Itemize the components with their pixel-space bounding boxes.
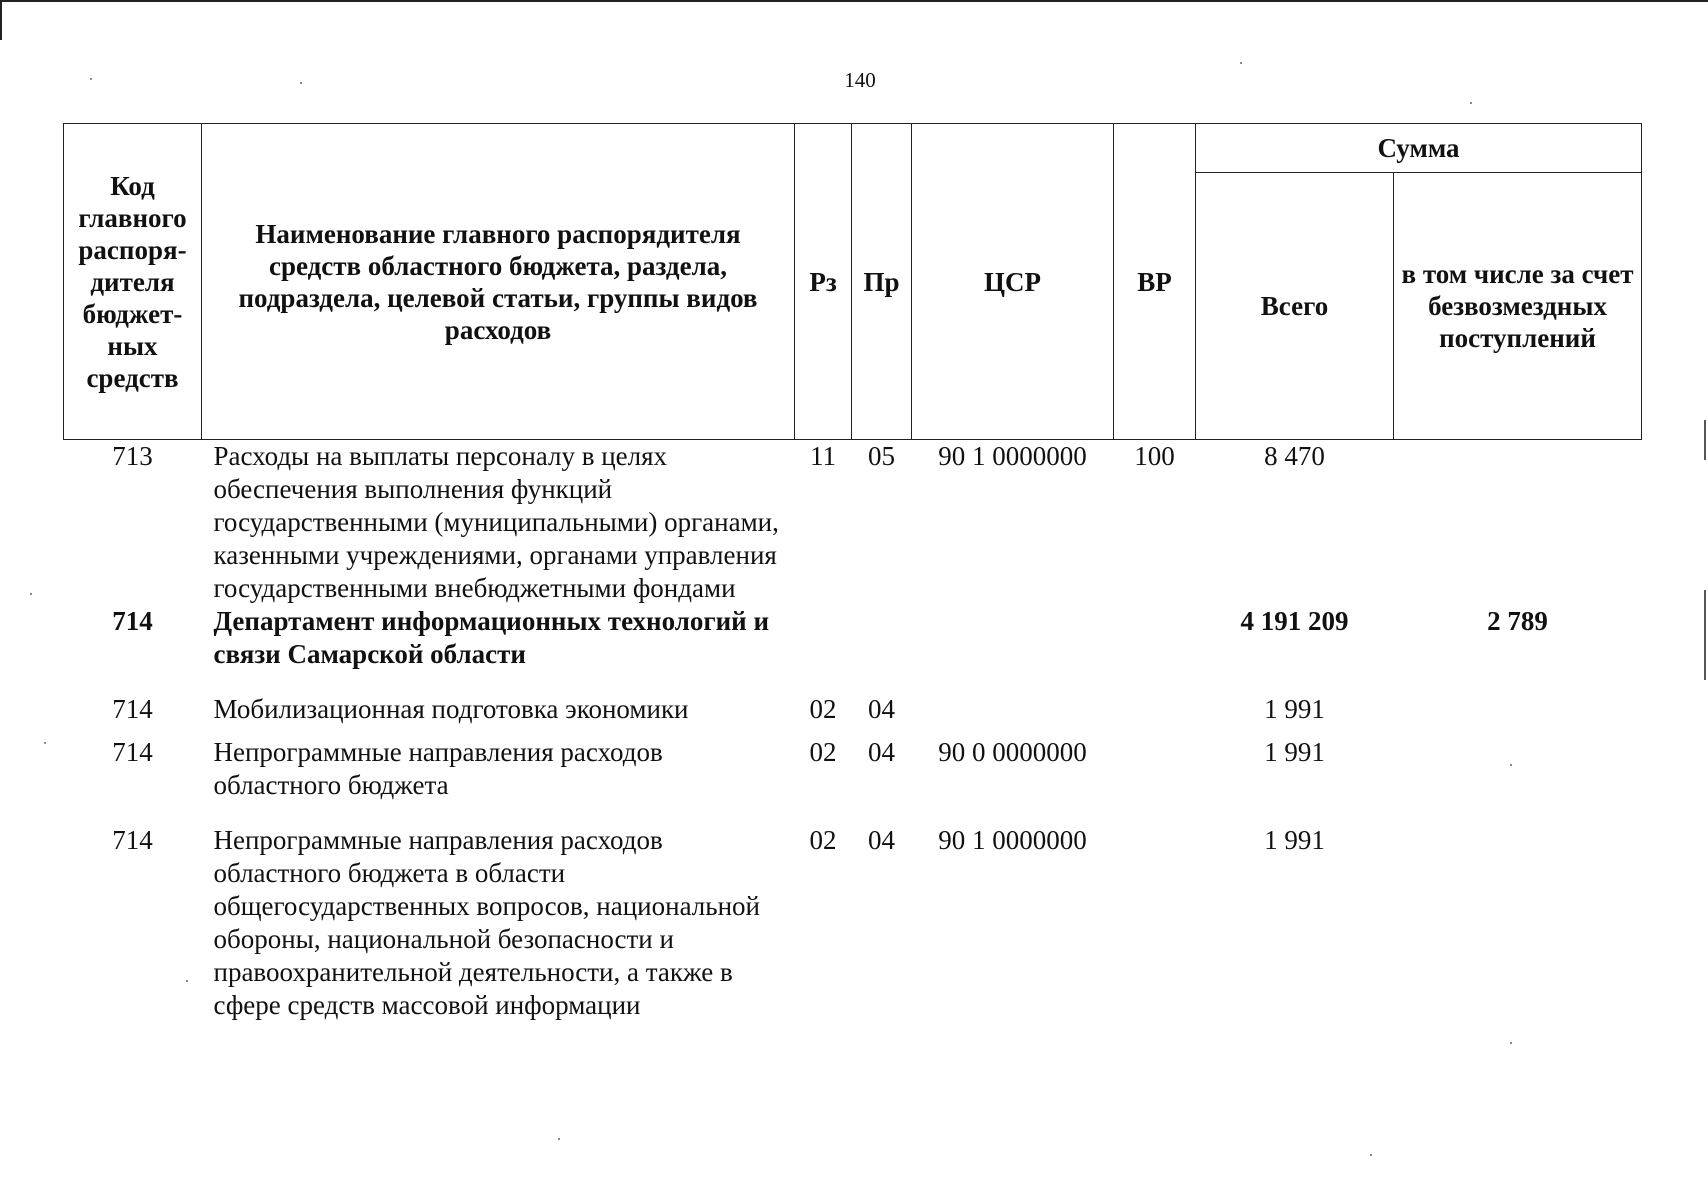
cell-name: Непрограммные направления расходов областного бюджета в области общегосударственных вопросов, национальной обороны, национальной безопасности и правоохранительной деятельности, а также в сфере средств массовой информации <box>213 825 760 1020</box>
cell-vr <box>1114 605 1196 671</box>
cell-pr: 05 <box>868 441 895 471</box>
cell-name: Департамент информационных технологий и связи Самарской области <box>213 606 770 669</box>
cell-free <box>1394 726 1642 802</box>
scan-edge-mark <box>1704 590 1706 680</box>
header-code: Код главного распоря-дителя бюджет-ных средств <box>64 124 202 440</box>
scan-edge-mark <box>1704 420 1706 460</box>
table-row <box>64 440 1642 606</box>
cell-code: 714 <box>112 825 153 855</box>
cell-pr: 04 <box>868 737 895 767</box>
cell-rz: 11 <box>810 441 836 471</box>
cell-total: 1 991 <box>1264 737 1325 767</box>
page-number: 140 <box>844 68 876 92</box>
header-free: в том числе за счет безвозмездных поступлений <box>1394 173 1642 440</box>
cell-rz: 02 <box>809 737 837 767</box>
budget-table <box>63 123 1642 1022</box>
cell-pr: 04 <box>868 825 895 855</box>
header-vr: ВР <box>1114 124 1196 440</box>
cell-vr <box>1114 671 1196 726</box>
header-pr: Пр <box>852 124 912 440</box>
scan-speck <box>186 980 188 982</box>
scan-speck <box>300 82 302 84</box>
cell-vr: 100 <box>1134 441 1175 471</box>
page-left-edge <box>0 0 2 40</box>
cell-code: 714 <box>112 737 153 767</box>
cell-total: 1 991 <box>1264 825 1325 855</box>
scan-speck <box>558 1138 560 1140</box>
header-total: Всего <box>1196 173 1394 440</box>
cell-rz <box>795 605 852 671</box>
cell-total: 8 470 <box>1264 441 1325 471</box>
cell-total: 4 191 209 <box>1240 606 1349 636</box>
cell-csr <box>912 671 1114 726</box>
table-row <box>64 671 1642 726</box>
cell-code: 714 <box>112 606 153 636</box>
cell-free: 2 789 <box>1487 606 1548 636</box>
cell-total: 1 991 <box>1264 694 1325 724</box>
scan-speck <box>1370 1154 1372 1156</box>
header-name: Наименование главного распорядителя средств областного бюджета, раздела, подраздела, целевой статьи, группы видов расходов <box>202 124 795 440</box>
header-csr: ЦСР <box>912 124 1114 440</box>
cell-rz: 02 <box>809 694 837 724</box>
cell-vr <box>1114 726 1196 802</box>
cell-code: 714 <box>112 694 153 724</box>
scan-speck <box>90 78 92 80</box>
header-sum: Сумма <box>1196 124 1642 173</box>
scan-speck <box>1510 764 1512 766</box>
cell-name: Мобилизационная подготовка экономики <box>213 694 689 724</box>
scan-speck <box>44 742 46 744</box>
header-rz: Рз <box>795 124 852 440</box>
cell-csr: 90 1 0000000 <box>938 825 1087 855</box>
cell-name: Расходы на выплаты персоналу в целях обеспечения выполнения функций государственными (муниципальными) органами, казенными учреждениями, органами управления государственными внебюджетными фондами <box>213 441 779 603</box>
cell-csr: 90 1 0000000 <box>938 441 1087 471</box>
cell-free <box>1394 671 1642 726</box>
cell-code: 713 <box>112 441 153 471</box>
scan-speck <box>1470 102 1472 104</box>
cell-free <box>1394 802 1642 1022</box>
table-row <box>64 605 1642 671</box>
page-top-edge <box>0 0 1708 2</box>
table-row <box>64 802 1642 1022</box>
cell-vr <box>1114 802 1196 1022</box>
table-row <box>64 726 1642 802</box>
cell-csr: 90 0 0000000 <box>938 737 1087 767</box>
cell-csr <box>912 605 1114 671</box>
cell-pr <box>852 605 912 671</box>
cell-free <box>1394 440 1642 606</box>
scan-speck <box>1240 62 1242 64</box>
cell-rz: 02 <box>809 825 837 855</box>
scan-speck <box>30 593 32 595</box>
scan-speck <box>1510 1042 1512 1044</box>
cell-name: Непрограммные направления расходов областного бюджета <box>213 737 663 800</box>
cell-pr: 04 <box>868 694 895 724</box>
